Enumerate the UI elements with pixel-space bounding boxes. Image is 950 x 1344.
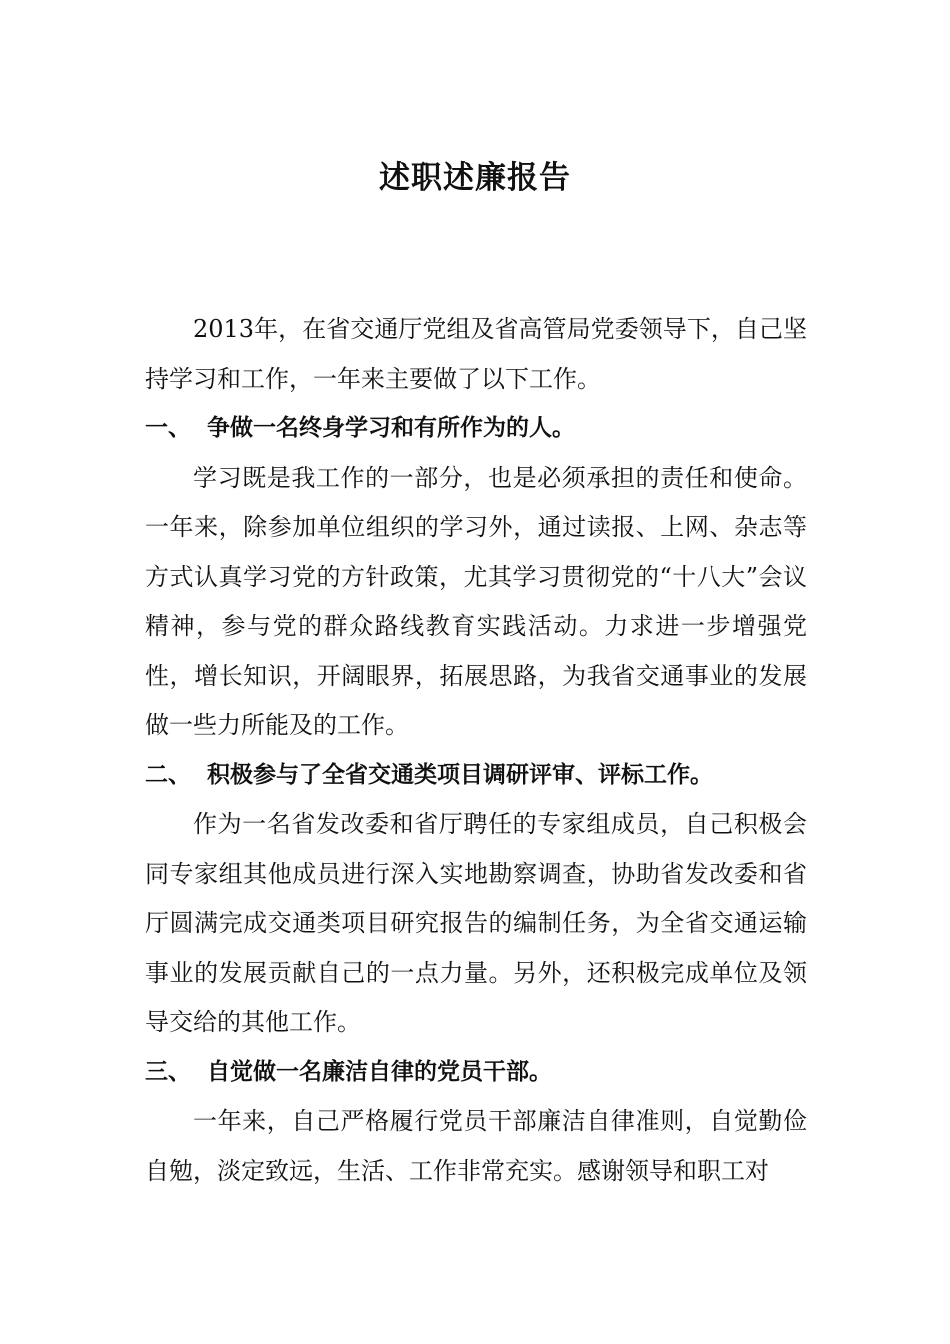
section-1-number: 一、 xyxy=(145,415,191,441)
section-1-paragraph: 学习既是我工作的一部分，也是必须承担的责任和使命。一年来，除参加单位组织的学习外，通过读报、上网、杂志等方式认真学习党的方针政策，尤其学习贯彻党的“十八大”会议精神，参与党的群众路线教育实践活动。力求进一步增强党性，增长知识，开阔眼界，拓展思路，为我省交通事业的发展做一些力所能及的工作。 xyxy=(145,463,807,739)
section-3-number: 三、 xyxy=(145,1058,191,1085)
section-2-number: 二、 xyxy=(145,761,191,788)
section-1-heading xyxy=(145,404,807,454)
document-title: 述职述廉报告 xyxy=(379,160,571,196)
section-2-paragraph: 作为一名省发改委和省厅聘任的专家组成员，自己积极会同专家组其他成员进行深入实地勘察调查，协助省发改委和省厅圆满完成交通类项目研究报告的编制任务，为全省交通运输事业的发展贡献自己的一点力量。另外，还积极完成单位及领导交给的其他工作。 xyxy=(145,810,807,1036)
section-3-heading-text: 自觉做一名廉洁自律的党员干部。 xyxy=(207,1058,552,1085)
intro-paragraph: 2013年，在省交通厅党组及省高管局党委领导下，自己坚持学习和工作，一年来主要做了以下工作。 xyxy=(145,315,807,393)
section-2-heading xyxy=(145,751,807,801)
section-3-paragraph: 一年来，自己严格履行党员干部廉洁自律准则，自觉勤俭自勉，淡定致远，生活、工作非常充实。感谢领导和职工对 xyxy=(145,1107,807,1185)
section-1-heading-text: 争做一名终身学习和有所作为的人。 xyxy=(207,415,575,441)
section-3-heading xyxy=(145,1048,807,1098)
document-body xyxy=(145,305,807,1196)
section-2-heading-text: 积极参与了全省交通类项目调研评审、评标工作。 xyxy=(207,761,713,788)
